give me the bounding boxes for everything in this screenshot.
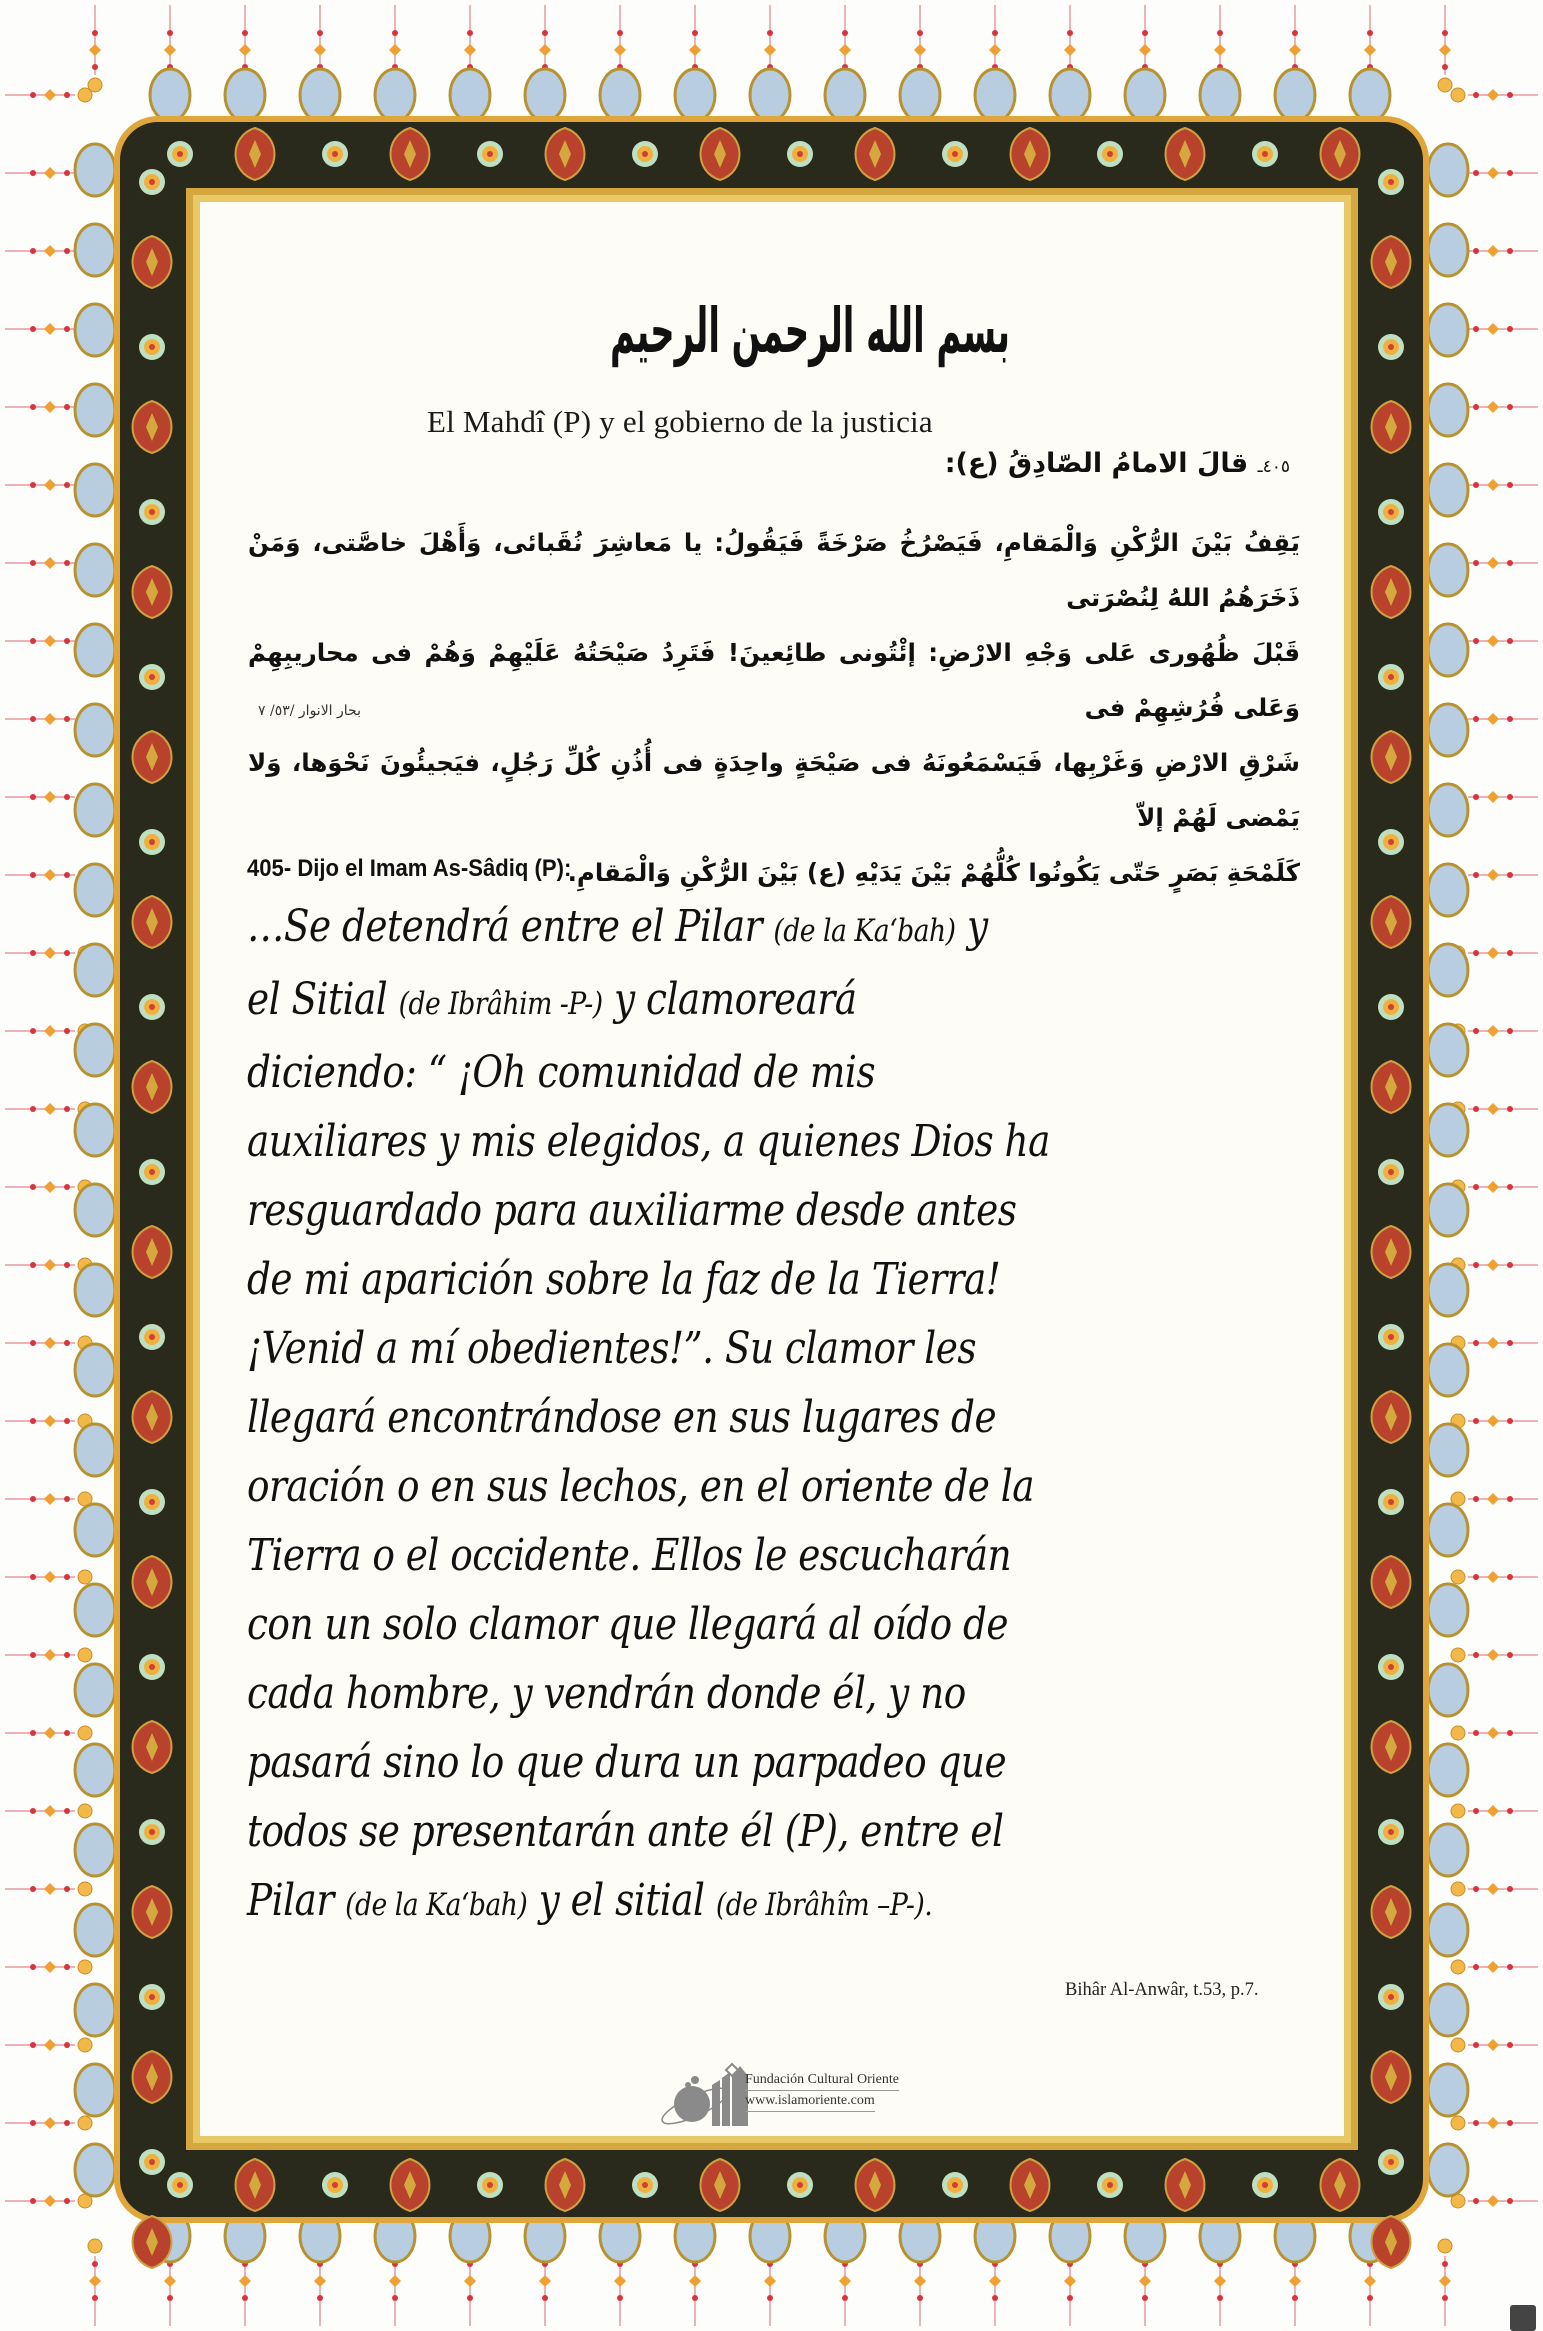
filigree-spike bbox=[5, 1336, 92, 1350]
arabic-hadith-text bbox=[248, 515, 1300, 900]
filigree-cartouche bbox=[1275, 69, 1315, 121]
filigree-spike bbox=[1451, 1882, 1538, 1896]
filigree-spike bbox=[5, 1960, 92, 1974]
band-red-lobe bbox=[133, 2216, 172, 2268]
spanish-line: auxiliares y mis elegidos, a quienes Dios ha bbox=[247, 1117, 1050, 1167]
band-red-lobe bbox=[1372, 2216, 1411, 2268]
filigree-cartouche bbox=[1428, 2144, 1468, 2196]
band-flower bbox=[632, 2172, 658, 2198]
filigree-cartouche bbox=[900, 69, 940, 121]
filigree-spike bbox=[1451, 2116, 1538, 2130]
filigree-cartouche bbox=[75, 144, 115, 196]
filigree-cartouche bbox=[1428, 1264, 1468, 1316]
band-red-lobe bbox=[1372, 236, 1411, 288]
spanish-heading: 405- Dijo el Imam As-Sâdiq (P): bbox=[247, 855, 572, 882]
filigree-cartouche bbox=[1050, 69, 1090, 121]
filigree-cartouche bbox=[75, 544, 115, 596]
band-red-lobe bbox=[133, 1061, 172, 1113]
band-flower bbox=[139, 994, 165, 1020]
corner-stamp-icon bbox=[1510, 2305, 1536, 2331]
spanish-line: ¡Venid a mí obedientes!”. Su clamor les bbox=[247, 1324, 977, 1374]
filigree-cartouche bbox=[1200, 2210, 1240, 2262]
filigree-cartouche bbox=[1275, 2210, 1315, 2262]
band-red-lobe bbox=[236, 128, 275, 180]
filigree-cartouche bbox=[75, 1824, 115, 1876]
filigree-spike bbox=[1451, 1570, 1538, 1584]
spanish-line: con un solo clamor que llegará al oído de bbox=[247, 1600, 1009, 1650]
document-subtitle: El Mahdî (P) y el gobierno de la justicia bbox=[427, 404, 933, 439]
filigree-spike bbox=[1438, 2239, 1452, 2326]
filigree-cartouche bbox=[1350, 69, 1390, 121]
band-red-lobe bbox=[133, 1721, 172, 1773]
band-red-lobe bbox=[1372, 1061, 1411, 1113]
band-red-lobe bbox=[133, 566, 172, 618]
filigree-cartouche bbox=[1428, 1984, 1468, 2036]
filigree-cartouche bbox=[75, 1664, 115, 1716]
arabic-heading-text: قالَ الامامُ الصّادِقُ (ع): bbox=[944, 448, 1249, 479]
band-flower bbox=[1097, 141, 1123, 167]
band-flower bbox=[139, 2149, 165, 2175]
filigree-spike bbox=[88, 5, 102, 92]
filigree-cartouche bbox=[1428, 704, 1468, 756]
filigree-cartouche bbox=[975, 2210, 1015, 2262]
arabic-line: يَقِفُ بَيْنَ الرُّكْنِ وَالْمَقامِ، فَيَصْرُخُ صَرْخَةً فَيَقُولُ: يا مَعاشِرَ نُقَبائى، وَأَهْلَ خاصَّتى، وَمَنْ ذَخَرَهُمُ اللهُ لِنُصْرَتى bbox=[248, 528, 1300, 612]
band-flower bbox=[139, 1819, 165, 1845]
band-red-lobe bbox=[1321, 2159, 1360, 2211]
band-red-lobe bbox=[391, 128, 430, 180]
filigree-cartouche bbox=[1428, 624, 1468, 676]
band-red-lobe bbox=[1321, 128, 1360, 180]
filigree-cartouche bbox=[225, 2210, 265, 2262]
filigree-spike bbox=[1451, 1492, 1538, 1506]
band-flower bbox=[139, 1654, 165, 1680]
band-red-lobe bbox=[1372, 1391, 1411, 1443]
spanish-line: diciendo: “ ¡Oh comunidad de mis bbox=[247, 1048, 876, 1098]
filigree-cartouche bbox=[375, 69, 415, 121]
filigree-cartouche bbox=[900, 2210, 940, 2262]
filigree-cartouche bbox=[75, 1424, 115, 1476]
band-flower bbox=[139, 664, 165, 690]
filigree-cartouche bbox=[75, 1264, 115, 1316]
filigree-cartouche bbox=[1428, 1344, 1468, 1396]
band-flower bbox=[1378, 1489, 1404, 1515]
filigree-spike bbox=[1451, 88, 1538, 102]
filigree-cartouche bbox=[300, 2210, 340, 2262]
band-red-lobe bbox=[1372, 566, 1411, 618]
band-red-lobe bbox=[133, 401, 172, 453]
filigree-cartouche bbox=[1428, 1024, 1468, 1076]
arabic-line: قَبْلَ ظُهُورى عَلى وَجْهِ الارْضِ: إئْتُونى طائِعينَ! فَتَرِدُ صَيْحَتُهُ عَلَيْهِمْ وَهُمْ فى محاريبِهِمْ وَعَلى فُرُشِهِمْ فى bbox=[248, 638, 1300, 722]
band-red-lobe bbox=[546, 128, 585, 180]
band-red-lobe bbox=[133, 731, 172, 783]
band-flower bbox=[1252, 2172, 1278, 2198]
filigree-spike bbox=[5, 1414, 92, 1428]
filigree-cartouche bbox=[750, 2210, 790, 2262]
band-red-lobe bbox=[1166, 128, 1205, 180]
filigree-spike bbox=[88, 2239, 102, 2326]
filigree-cartouche bbox=[1428, 384, 1468, 436]
band-flower bbox=[477, 2172, 503, 2198]
filigree-cartouche bbox=[75, 944, 115, 996]
band-flower bbox=[787, 2172, 813, 2198]
band-red-lobe bbox=[133, 236, 172, 288]
band-flower bbox=[167, 2172, 193, 2198]
filigree-spike bbox=[5, 1726, 92, 1740]
band-red-lobe bbox=[1372, 896, 1411, 948]
band-red-lobe bbox=[546, 2159, 585, 2211]
filigree-cartouche bbox=[1428, 144, 1468, 196]
band-flower bbox=[139, 169, 165, 195]
band-flower bbox=[1378, 994, 1404, 1020]
arabic-hadith-number: ٤٠٥ـ bbox=[1257, 457, 1290, 477]
filigree-cartouche bbox=[1428, 1904, 1468, 1956]
spanish-line: llegará encontrándose en sus lugares de bbox=[247, 1393, 997, 1443]
filigree-cartouche bbox=[825, 69, 865, 121]
filigree-cartouche bbox=[75, 1104, 115, 1156]
band-red-lobe bbox=[856, 2159, 895, 2211]
filigree-cartouche bbox=[675, 69, 715, 121]
band-flower bbox=[1378, 1324, 1404, 1350]
band-flower bbox=[139, 1489, 165, 1515]
band-flower bbox=[322, 2172, 348, 2198]
band-red-lobe bbox=[1372, 1556, 1411, 1608]
spanish-line: Pilar (de la Ka‘bah) y el sitial (de Ibrâhîm –P-). bbox=[247, 1876, 933, 1926]
filigree-cartouche bbox=[75, 1984, 115, 2036]
band-red-lobe bbox=[133, 1391, 172, 1443]
spanish-line: pasará sino lo que dura un parpadeo que bbox=[247, 1738, 1007, 1788]
band-flower bbox=[477, 141, 503, 167]
filigree-spike bbox=[5, 1258, 92, 1272]
spanish-line: el Sitial (de Ibrâhim -P-) y clamoreará bbox=[247, 975, 857, 1025]
band-flower bbox=[1378, 1819, 1404, 1845]
filigree-cartouche bbox=[75, 2064, 115, 2116]
filigree-cartouche bbox=[375, 2210, 415, 2262]
band-red-lobe bbox=[391, 2159, 430, 2211]
band-flower bbox=[139, 499, 165, 525]
filigree-spike bbox=[5, 1804, 92, 1818]
band-flower bbox=[1378, 829, 1404, 855]
filigree-spike bbox=[1451, 2038, 1538, 2052]
band-red-lobe bbox=[1372, 401, 1411, 453]
filigree-spike bbox=[5, 1570, 92, 1584]
band-flower bbox=[632, 141, 658, 167]
logo-website-link[interactable]: www.islamoriente.com bbox=[745, 2093, 875, 2112]
band-red-lobe bbox=[133, 2051, 172, 2103]
filigree-cartouche bbox=[75, 1024, 115, 1076]
band-red-lobe bbox=[236, 2159, 275, 2211]
filigree-cartouche bbox=[1428, 464, 1468, 516]
band-red-lobe bbox=[1011, 128, 1050, 180]
band-flower bbox=[167, 141, 193, 167]
filigree-cartouche bbox=[1428, 1184, 1468, 1236]
filigree-cartouche bbox=[1428, 544, 1468, 596]
band-red-lobe bbox=[133, 1226, 172, 1278]
arabic-line: كَلَمْحَةِ بَصَرٍ حَتّى يَكُونُوا كُلُّهُمْ بَيْنَ يَدَيْهِ (ع) بَيْنَ الرُّكْنِ وَالْمَقامِ. bbox=[567, 858, 1300, 887]
band-red-lobe bbox=[1372, 2051, 1411, 2103]
filigree-spike bbox=[1451, 1414, 1538, 1428]
filigree-cartouche bbox=[75, 1504, 115, 1556]
svg-text:بسم الله الرحمن الرحيم: بسم الله الرحمن الرحيم bbox=[610, 294, 1010, 367]
filigree-cartouche bbox=[525, 2210, 565, 2262]
filigree-cartouche bbox=[1428, 1104, 1468, 1156]
filigree-spike bbox=[1451, 1258, 1538, 1272]
band-red-lobe bbox=[1166, 2159, 1205, 2211]
filigree-cartouche bbox=[225, 69, 265, 121]
spanish-hadith-text bbox=[247, 893, 1337, 1940]
filigree-cartouche bbox=[75, 224, 115, 276]
filigree-spike bbox=[5, 2194, 92, 2208]
filigree-cartouche bbox=[150, 69, 190, 121]
spanish-line: cada hombre, y vendrán donde él, y no bbox=[247, 1669, 966, 1719]
filigree-cartouche bbox=[1050, 2210, 1090, 2262]
band-flower bbox=[942, 141, 968, 167]
filigree-cartouche bbox=[75, 864, 115, 916]
spanish-line: …Se detendrá entre el Pilar (de la Ka‘bah) y bbox=[247, 902, 988, 952]
filigree-cartouche bbox=[1428, 224, 1468, 276]
band-flower bbox=[139, 1324, 165, 1350]
band-flower bbox=[322, 141, 348, 167]
band-flower bbox=[1378, 334, 1404, 360]
filigree-cartouche bbox=[450, 2210, 490, 2262]
arabic-source-citation: بحار الانوار /٥٣/ ٧ bbox=[258, 703, 361, 719]
band-red-lobe bbox=[1372, 1721, 1411, 1773]
filigree-cartouche bbox=[1428, 1744, 1468, 1796]
filigree-cartouche bbox=[675, 2210, 715, 2262]
filigree-cartouche bbox=[975, 69, 1015, 121]
filigree-cartouche bbox=[1200, 69, 1240, 121]
band-flower bbox=[1378, 1984, 1404, 2010]
spanish-line: de mi aparición sobre la faz de la Tierra! bbox=[247, 1255, 1001, 1305]
filigree-cartouche bbox=[75, 704, 115, 756]
band-red-lobe bbox=[1372, 1226, 1411, 1278]
filigree-cartouche bbox=[300, 69, 340, 121]
band-flower bbox=[1378, 2149, 1404, 2175]
filigree-cartouche bbox=[75, 464, 115, 516]
filigree-cartouche bbox=[75, 384, 115, 436]
band-red-lobe bbox=[1372, 731, 1411, 783]
filigree-cartouche bbox=[75, 1184, 115, 1236]
filigree-spike bbox=[1451, 1336, 1538, 1350]
filigree-spike bbox=[1451, 2194, 1538, 2208]
basmala-calligraphy bbox=[600, 270, 1020, 380]
filigree-cartouche bbox=[750, 69, 790, 121]
band-flower bbox=[1378, 169, 1404, 195]
filigree-cartouche bbox=[75, 2144, 115, 2196]
band-flower bbox=[1378, 499, 1404, 525]
spanish-line: resguardado para auxiliarme desde antes bbox=[247, 1186, 1017, 1236]
band-flower bbox=[787, 141, 813, 167]
filigree-spike bbox=[5, 2116, 92, 2130]
band-red-lobe bbox=[133, 1556, 172, 1608]
band-red-lobe bbox=[133, 1886, 172, 1938]
filigree-cartouche bbox=[75, 784, 115, 836]
filigree-cartouche bbox=[1428, 864, 1468, 916]
spanish-line: todos se presentarán ante él (P), entre el bbox=[247, 1807, 1004, 1857]
filigree-cartouche bbox=[1428, 1504, 1468, 1556]
arabic-heading bbox=[820, 448, 1290, 479]
filigree-spike bbox=[1451, 1648, 1538, 1662]
filigree-spike bbox=[5, 2038, 92, 2052]
band-red-lobe bbox=[1372, 1886, 1411, 1938]
filigree-cartouche bbox=[1428, 1424, 1468, 1476]
band-flower bbox=[139, 334, 165, 360]
filigree-spike bbox=[1451, 1804, 1538, 1818]
band-flower bbox=[942, 2172, 968, 2198]
spanish-line: oración o en sus lechos, en el oriente de la bbox=[247, 1462, 1035, 1512]
filigree-cartouche bbox=[1428, 1664, 1468, 1716]
filigree-cartouche bbox=[1428, 1824, 1468, 1876]
filigree-cartouche bbox=[1125, 2210, 1165, 2262]
filigree-spike bbox=[5, 1492, 92, 1506]
filigree-cartouche bbox=[1428, 944, 1468, 996]
band-red-lobe bbox=[133, 896, 172, 948]
filigree-spike bbox=[5, 1882, 92, 1896]
filigree-cartouche bbox=[75, 1744, 115, 1796]
filigree-cartouche bbox=[75, 1584, 115, 1636]
filigree-cartouche bbox=[1428, 304, 1468, 356]
filigree-spike bbox=[1438, 5, 1452, 92]
band-flower bbox=[139, 1984, 165, 2010]
filigree-cartouche bbox=[1428, 1584, 1468, 1636]
band-flower bbox=[1378, 1159, 1404, 1185]
band-flower bbox=[1097, 2172, 1123, 2198]
band-flower bbox=[1378, 1654, 1404, 1680]
band-red-lobe bbox=[701, 128, 740, 180]
band-flower bbox=[139, 1159, 165, 1185]
filigree-cartouche bbox=[1428, 784, 1468, 836]
filigree-cartouche bbox=[600, 2210, 640, 2262]
band-flower bbox=[1378, 664, 1404, 690]
arabic-line: شَرْقِ الارْضِ وَغَرْبِها، فَيَسْمَعُونَهُ فى صَيْحَةٍ واحِدَةٍ فى أُذُنِ كُلِّ رَجُلٍ، فيَجيئُونَ نَحْوَها، وَلا يَمْضى لَهُمْ إلاّ bbox=[248, 748, 1300, 832]
filigree-cartouche bbox=[1428, 2064, 1468, 2116]
band-red-lobe bbox=[701, 2159, 740, 2211]
filigree-cartouche bbox=[75, 1904, 115, 1956]
spanish-line: Tierra o el occidente. Ellos le escucharán bbox=[247, 1531, 1012, 1581]
filigree-cartouche bbox=[75, 624, 115, 676]
filigree-spike bbox=[1451, 1960, 1538, 1974]
filigree-cartouche bbox=[600, 69, 640, 121]
filigree-cartouche bbox=[525, 69, 565, 121]
filigree-spike bbox=[5, 88, 92, 102]
filigree-cartouche bbox=[1125, 69, 1165, 121]
filigree-cartouche bbox=[825, 2210, 865, 2262]
filigree-cartouche bbox=[450, 69, 490, 121]
filigree-cartouche bbox=[75, 1344, 115, 1396]
band-red-lobe bbox=[1011, 2159, 1050, 2211]
band-flower bbox=[139, 829, 165, 855]
logo-organization-name: Fundación Cultural Oriente bbox=[745, 2072, 899, 2091]
band-flower bbox=[1252, 141, 1278, 167]
filigree-cartouche bbox=[75, 304, 115, 356]
filigree-spike bbox=[1451, 1726, 1538, 1740]
filigree-spike bbox=[5, 1648, 92, 1662]
spanish-source-citation: Bihâr Al-Anwâr, t.53, p.7. bbox=[1065, 1980, 1259, 2000]
band-red-lobe bbox=[856, 128, 895, 180]
